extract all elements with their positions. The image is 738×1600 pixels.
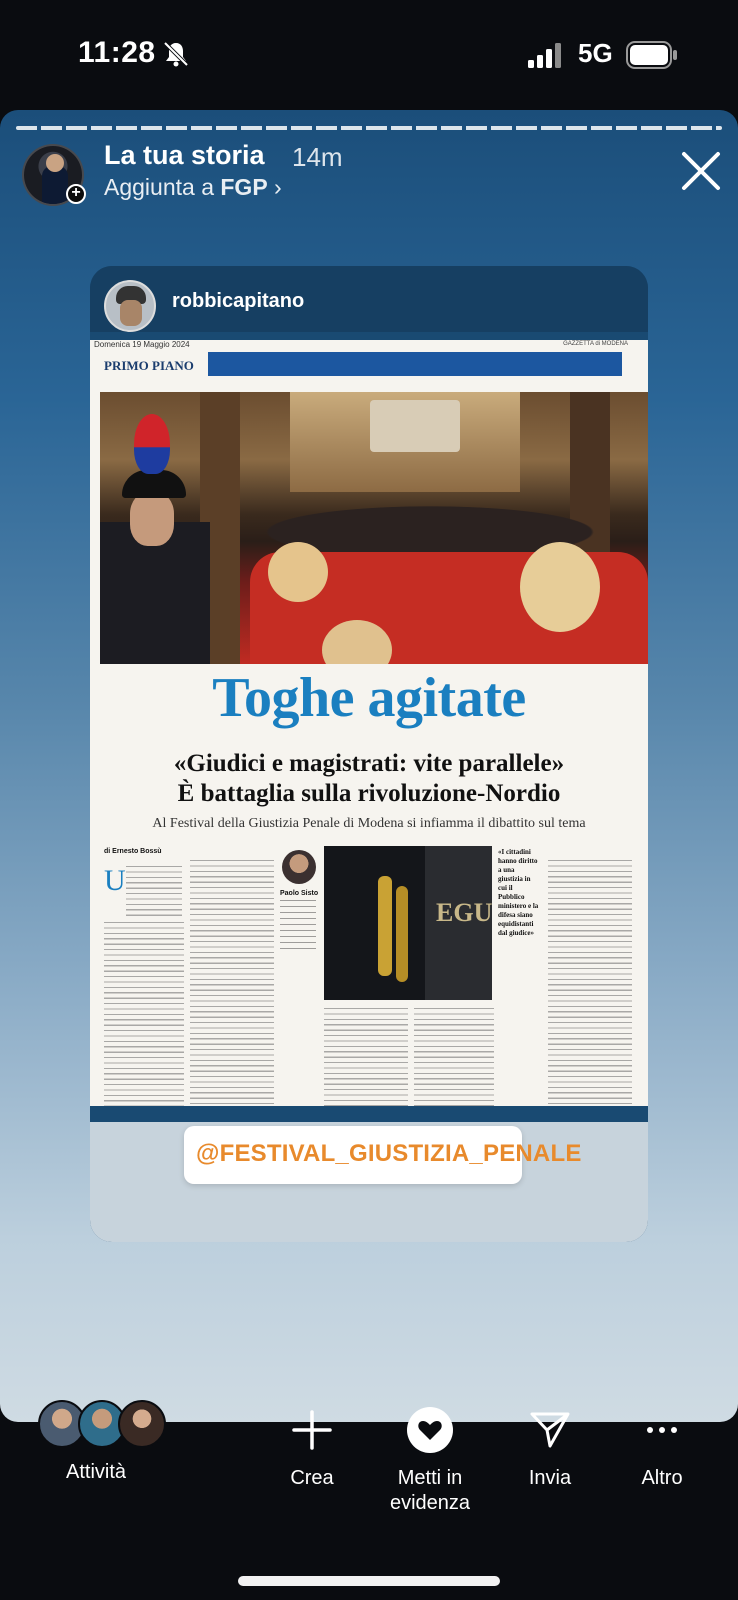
text-column: [548, 860, 632, 1106]
photo-lettering: EGU: [436, 898, 492, 927]
story-progress-bar: [16, 126, 722, 130]
more-label: Altro: [641, 1467, 683, 1489]
send-button[interactable]: [510, 1400, 590, 1491]
caption-name: Paolo Sisto: [280, 890, 319, 897]
text-column: [126, 866, 182, 920]
newspaper-subhead-1: «Giudici e magistrati: vite parallele»: [173, 750, 565, 777]
newspaper-headline: Toghe agitate: [212, 667, 526, 729]
highlight-label-1: Metti in: [397, 1467, 463, 1489]
text-column: [190, 860, 274, 1106]
highlight-label-2: evidenza: [389, 1492, 471, 1514]
post-header[interactable]: [90, 266, 648, 332]
highlight-link[interactable]: [104, 174, 282, 201]
chevron-right-icon: ›: [274, 174, 282, 200]
home-indicator[interactable]: [238, 1576, 500, 1586]
add-story-icon[interactable]: +: [66, 184, 86, 204]
caption-text: [280, 900, 316, 954]
highlight-prefix: Aggiunta a: [104, 174, 214, 200]
story-action-bar: [0, 1400, 738, 1560]
article-byline: di Ernesto Bossù: [104, 848, 162, 855]
activity-button[interactable]: [38, 1400, 168, 1485]
create-label: Crea: [290, 1467, 334, 1489]
highlight-button[interactable]: [370, 1400, 490, 1516]
courtroom-photo: [100, 392, 648, 664]
send-icon: [528, 1408, 572, 1452]
newspaper-kicker: Al Festival della Giustizia Penale di Modena si infiamma il dibattito sul tema: [152, 816, 586, 831]
newspaper-subhead-2: È battaglia sulla rivoluzione-Nordio: [177, 780, 561, 807]
story-age: 14m: [292, 142, 343, 172]
newspaper-date: Domenica 19 Maggio 2024: [94, 340, 190, 349]
create-button[interactable]: [272, 1400, 352, 1491]
section-rule: [208, 352, 622, 376]
shared-post[interactable]: [90, 266, 648, 1242]
status-bar: [0, 0, 738, 108]
send-label: Invia: [528, 1467, 572, 1489]
story-title[interactable]: La tua storia: [104, 140, 265, 170]
signal-icon: [528, 42, 564, 68]
text-column: [414, 1008, 494, 1106]
post-username[interactable]: robbicapitano: [172, 290, 305, 312]
bell-slash-icon: [162, 40, 190, 68]
drop-cap: U: [104, 864, 126, 897]
newspaper-brand: GAZZETTA di MODENA: [563, 341, 628, 347]
status-time: 11:28: [78, 36, 156, 69]
newspaper-image: [90, 340, 648, 1106]
network-label: 5G: [578, 38, 613, 68]
post-author-avatar[interactable]: [104, 280, 156, 332]
portrait-photo: [282, 850, 316, 884]
battery-icon: [626, 41, 678, 69]
mention-sticker[interactable]: @FESTIVAL_GIUSTIZIA_PENALE: [184, 1126, 522, 1184]
plus-icon: [290, 1408, 334, 1452]
robe-photo: [324, 846, 492, 1000]
avatar: [118, 1400, 166, 1448]
highlight-name: FGP: [220, 174, 268, 200]
heart-circle-icon: [406, 1406, 454, 1454]
text-column: [104, 922, 184, 1106]
more-icon: [640, 1408, 684, 1452]
close-icon[interactable]: [680, 150, 722, 192]
newspaper-article-body: [100, 846, 638, 1106]
activity-label: Attività: [66, 1461, 127, 1483]
pull-quote: «I cittadini hanno diritto a una giustizia in cui il Pubblico ministero e la difesa siano equidistanti dal giudice»: [498, 848, 539, 937]
text-column: [324, 1008, 408, 1106]
story-viewer[interactable]: [0, 110, 738, 1422]
more-button[interactable]: [622, 1400, 702, 1491]
newspaper-section: PRIMO PIANO: [104, 358, 194, 373]
viewer-avatars: [38, 1400, 168, 1448]
